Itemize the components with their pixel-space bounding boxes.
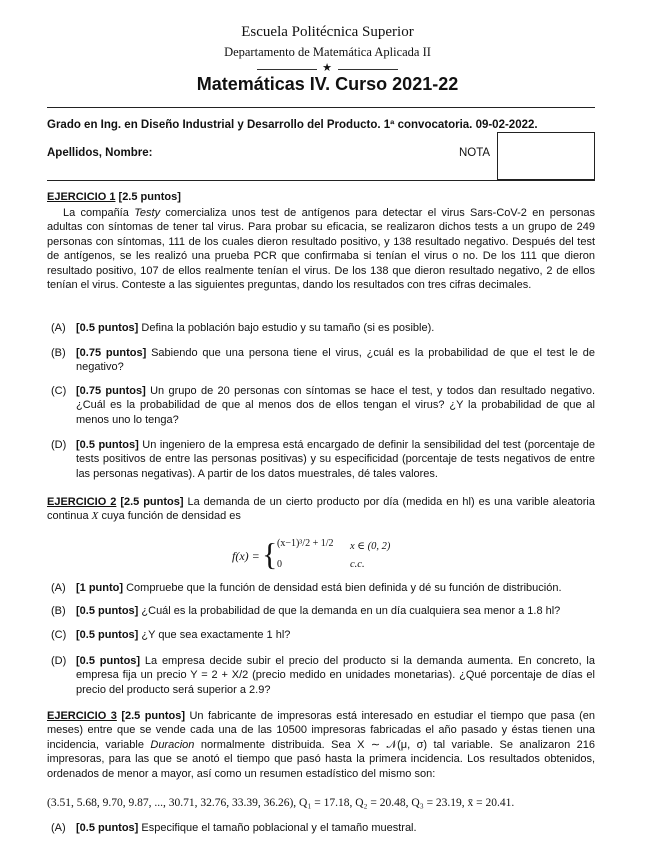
ex3-data: (3.51, 5.68, 9.70, 9.87, ..., 30.71, 32.76, 33.39, 36.26), Q₁ = 17.18, Q₂ = 20.48, Q₃ = 23.19, x̄ = 20.41. (47, 797, 515, 809)
ex2-intro: EJERCICIO 2 [2.5 puntos] La demanda de un cierto producto por día (medida en hl) es una varible aleatoria continua X cuya función de densidad es (47, 496, 595, 523)
nota-label: NOTA (459, 147, 491, 159)
ex1-points: [2.5 puntos] (118, 191, 181, 203)
mid-rule (47, 180, 595, 181)
divider-left-line (257, 69, 317, 70)
name-label: Apellidos, Nombre: (47, 147, 153, 159)
department-name: Departamento de Matemática Aplicada II (224, 45, 431, 59)
degree-line: Grado en Ing. en Diseño Industrial y Desarrollo del Producto. 1ª convocatoria. 09-02-2022. (47, 119, 538, 131)
density-formula: f(x) = { (x−1)³/2 + 1/2 0 x ∈ (0, 2) c.c. (232, 536, 391, 572)
ex2-points: [2.5 puntos] (120, 496, 184, 508)
star-icon: ★ (322, 62, 332, 74)
ex3-intro: EJERCICIO 3 [2.5 puntos] Un fabricante de impresoras está interesado en estudiar el tiempo que pasa (en meses) entre que se vende cada una de las 10500 impresoras fabricadas el año pasado y éstas tienen una incidencia, variable Duracion normalmente distribuida. Sea X ∼ 𝒩(μ, σ) tal variable. Se analizaron 216 impresoras, para las que se anotó el tiempo que pasó hasta la primera incidencia. Los resultados obtenidos, ordenados de menor a mayor, así como un resumen estadístico del mismo son: (47, 710, 595, 780)
ex1-title: EJERCICIO 1 (47, 191, 116, 203)
school-name: Escuela Politécnica Superior (241, 24, 414, 40)
ex3-points: [2.5 puntos] (121, 710, 186, 722)
ex1-heading (47, 190, 595, 204)
ex2-title: EJERCICIO 2 (47, 496, 117, 508)
ex3-title: EJERCICIO 3 (47, 710, 117, 722)
divider-right-line (338, 69, 398, 70)
company-name: Testy (134, 207, 161, 219)
ex1-intro: La compañía Testy comercializa unos test de antígenos para detectar el virus Sars-CoV-2 en personas adultas con síntomas de tener tal virus. Para probar su eficacia, se realizaron dichos tests a un grupo de 249 personas con síntomas, 111 de los cuales dieron resultado positivo, y 138 resultado negativo. Después del test de antígenos, se les realizó una prueba PCR que confirmaba si tenían el virus o no. De los 111 que dieron resultado positivo, 107 de ellos realmente tenían el virus. De los 138 que dieron resultado negativo, 2 de ellos tenían el virus. Conteste a las siguientes preguntas, dando los resultados con tres cifras decimales. (47, 207, 596, 292)
course-title: Matemáticas IV. Curso 2021-22 (196, 74, 459, 94)
nota-box[interactable] (497, 132, 595, 180)
top-rule (47, 107, 595, 108)
